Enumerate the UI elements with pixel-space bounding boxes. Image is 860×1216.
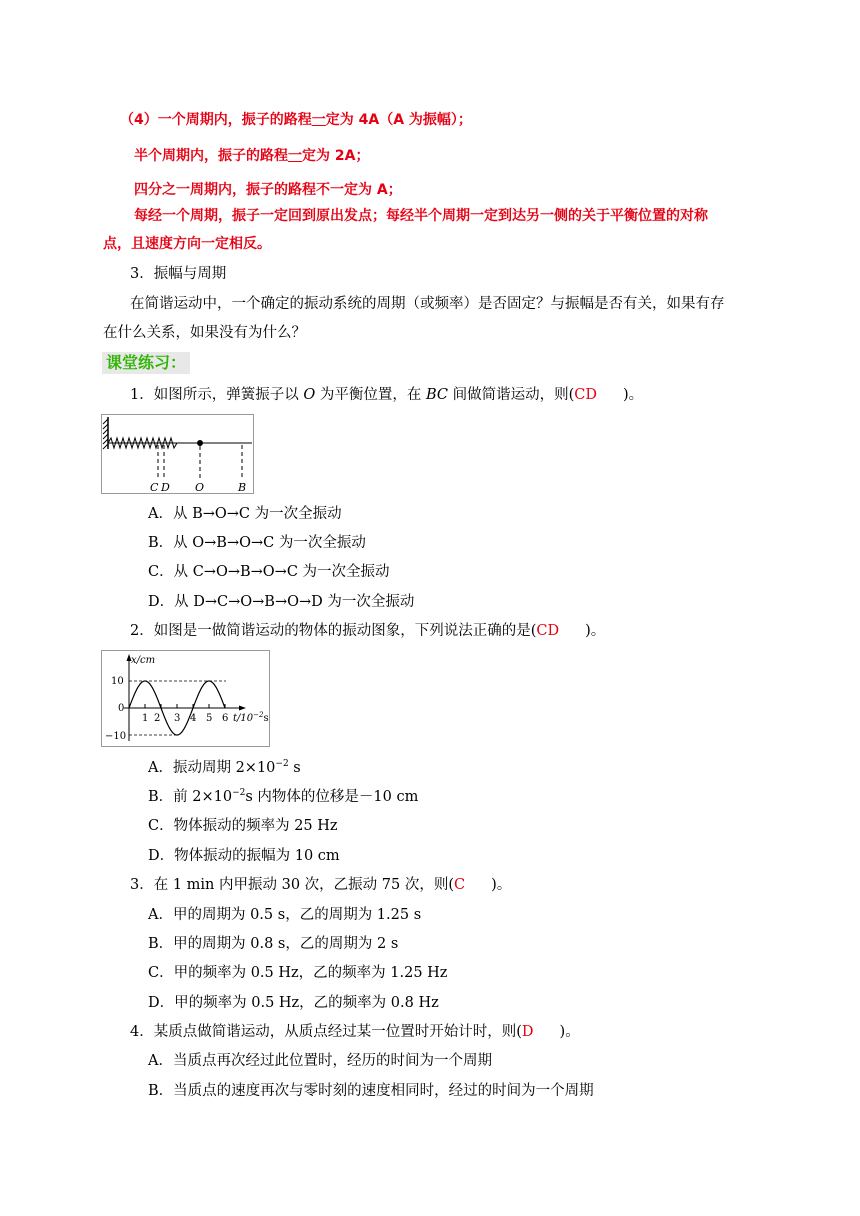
question-1-stem: 1．如图所示，弹簧振子以 O 为平衡位置，在 BC 间做简谐运动，则(CD )。 bbox=[130, 387, 644, 403]
practice-title: 课堂练习： bbox=[102, 352, 190, 374]
y-axis-label: x/cm bbox=[131, 655, 156, 666]
question-3-stem: 3．在 1 min 内甲振动 30 次，乙振动 75 次，则(C )。 bbox=[130, 877, 512, 893]
question-3-option-c: C．甲的频率为 0.5 Hz，乙的频率为 1.25 Hz bbox=[148, 965, 448, 981]
x-tick-3: 3 bbox=[174, 713, 181, 724]
question-1-option-c: C．从 C→O→B→O→C 为一次全振动 bbox=[148, 564, 390, 580]
question-4-stem: 4．某质点做简谐运动，从质点经过某一位置时开始计时，则(D )。 bbox=[130, 1024, 580, 1040]
label-d: D bbox=[161, 481, 170, 493]
question-2-option-b: B．前 $2\times 10^{-2}s$ 内物体的位移是－10 cm bbox=[148, 788, 419, 805]
question-2-option-d: D．物体振动的振幅为 10 cm bbox=[148, 848, 340, 864]
x-axis-label: $t/10^{-2}s$ bbox=[233, 711, 269, 724]
question-3-option-d: D．甲的频率为 0.5 Hz，乙的频率为 0.8 Hz bbox=[148, 995, 439, 1011]
question-3-option-a: A．甲的周期为 0.5 s，乙的周期为 1.25 s bbox=[148, 907, 422, 923]
question-4-option-a: A．当质点再次经过此位置时，经历的时间为一个周期 bbox=[148, 1053, 492, 1069]
section-heading: 3．振幅与周期 bbox=[130, 266, 227, 282]
y-tick-top: 10 bbox=[111, 676, 124, 687]
question-3-option-b: B．甲的周期为 0.8 s，乙的周期为 2 s bbox=[148, 936, 399, 952]
label-c: C bbox=[150, 481, 159, 493]
x-tick-4: 4 bbox=[190, 713, 197, 724]
question-3-answer: C bbox=[454, 877, 466, 893]
section-paragraph: 在简谐运动中，一个确定的振动系统的周期（或频率）是否固定？与振幅是否有关，如果有存 bbox=[130, 296, 725, 312]
note-velocity-opposite: 点，且速度方向一定相反。 bbox=[103, 236, 271, 252]
question-2-stem: 2．如图是一做简谐运动的物体的振动图象，下列说法正确的是(CD )。 bbox=[130, 623, 606, 639]
note-period-path: （4）一个周期内，振子的路程一定为 4A（A 为振幅）； bbox=[120, 112, 472, 128]
note-half-period-path: 半个周期内，振子的路程一定为 2A； bbox=[134, 148, 370, 164]
y-tick-bottom: −10 bbox=[105, 731, 127, 742]
question-2-option-c: C．物体振动的频率为 25 Hz bbox=[148, 818, 338, 834]
vibration-graph bbox=[101, 650, 270, 747]
question-1-option-d: D．从 D→C→O→B→O→D 为一次全振动 bbox=[148, 594, 415, 610]
question-2-option-a: A．振动周期 $2\times 10^{-2}$ s bbox=[148, 759, 301, 776]
label-b: B bbox=[238, 481, 247, 493]
note-return-origin: 每经一个周期，振子一定回到原出发点；每经半个周期一定到达另一侧的关于平衡位置的对称 bbox=[134, 208, 708, 224]
question-4-option-b: B．当质点的速度再次与零时刻的速度相同时，经过的时间为一个周期 bbox=[148, 1083, 594, 1099]
question-1-option-b: B．从 O→B→O→C 为一次全振动 bbox=[148, 535, 366, 551]
section-paragraph-cont: 在什么关系，如果没有为什么？ bbox=[103, 325, 306, 341]
question-4-answer: D bbox=[521, 1024, 534, 1040]
note-quarter-period-path: 四分之一周期内，振子的路程不一定为 A； bbox=[134, 182, 402, 198]
x-tick-1: 1 bbox=[142, 713, 149, 724]
question-2-answer: CD bbox=[536, 623, 560, 639]
question-1-answer: CD bbox=[574, 387, 597, 403]
x-tick-5: 5 bbox=[206, 713, 213, 724]
x-tick-2: 2 bbox=[154, 713, 161, 724]
question-1-option-a: A．从 B→O→C 为一次全振动 bbox=[148, 506, 342, 522]
origin-label: 0 bbox=[118, 703, 125, 714]
x-tick-6: 6 bbox=[222, 713, 229, 724]
label-o: O bbox=[195, 481, 205, 493]
spring-oscillator-figure bbox=[101, 414, 254, 494]
